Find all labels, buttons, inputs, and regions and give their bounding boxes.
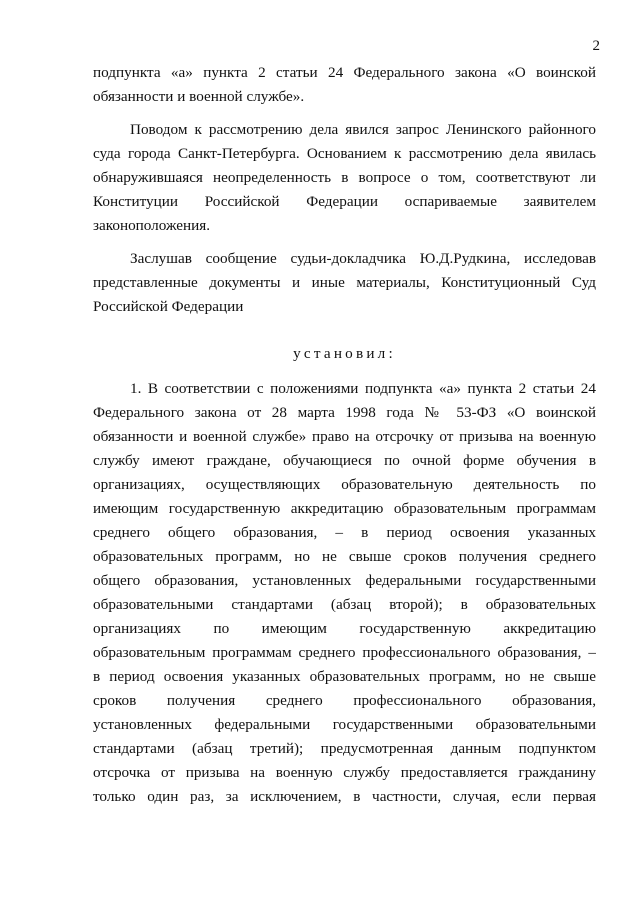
text-line: среднего общего образования, – в период освоения указанных — [93, 524, 596, 541]
text-line: только один раз, за исключением, в частности, случая, если первая — [93, 788, 596, 805]
text-line: организациях, осуществляющих образовательную деятельность по — [93, 476, 596, 493]
text-line: обязанности и военной службе» право на отсрочку от призыва на военную — [93, 428, 596, 445]
text-line: сроков получения среднего профессионального образования, — [93, 692, 596, 709]
text-line: Поводом к рассмотрению дела явился запрос Ленинского районного — [130, 121, 596, 138]
text-line: общего образования, установленных федеральными государственными — [93, 572, 596, 589]
text-line: установленных федеральными государственными образовательными — [93, 716, 596, 733]
text-line: Российской Федерации — [93, 298, 244, 315]
text-line: стандартами (абзац третий); предусмотренная данным подпунктом — [93, 740, 596, 757]
text-line: отсрочка от призыва на военную службу предоставляется гражданину — [93, 764, 596, 781]
text-line: подпункта «а» пункта 2 статьи 24 Федерального закона «О воинской — [93, 64, 596, 81]
section-heading: установил: — [293, 345, 396, 362]
text-line: Конституции Российской Федерации оспариваемые заявителем — [93, 193, 596, 210]
text-line: организациях по имеющим государственную аккредитацию — [93, 620, 596, 637]
text-line: законоположения. — [93, 217, 211, 234]
text-line: суда города Санкт-Петербурга. Основанием к рассмотрению дела явилась — [93, 145, 596, 162]
text-line: 1. В соответствии с положениями подпункта «а» пункта 2 статьи 24 — [130, 380, 596, 397]
text-line: обнаружившаяся неопределенность в вопросе о том, соответствуют ли — [93, 169, 596, 186]
text-line: представленные документы и иные материалы, Конституционный Суд — [93, 274, 596, 291]
text-line: обязанности и военной службе». — [93, 88, 305, 105]
text-line: образовательными стандартами (абзац второй); в образовательных — [93, 596, 596, 613]
text-line: образовательных программ, но не свыше сроков получения среднего — [93, 548, 596, 565]
text-line: имеющим государственную аккредитацию образовательным программам — [93, 500, 596, 517]
text-line: Федерального закона от 28 марта 1998 года № 53-ФЗ «О воинской — [93, 404, 596, 421]
page-number: 2 — [592, 38, 600, 54]
text-line: образовательным программам среднего профессионального образования, – — [93, 644, 596, 661]
text-line: в период освоения указанных образовательных программ, но не свыше — [93, 668, 596, 685]
text-line: Заслушав сообщение судьи-докладчика Ю.Д.Рудкина, исследовав — [130, 250, 596, 267]
text-line: службу имеют граждане, обучающиеся по очной форме обучения в — [93, 452, 596, 469]
